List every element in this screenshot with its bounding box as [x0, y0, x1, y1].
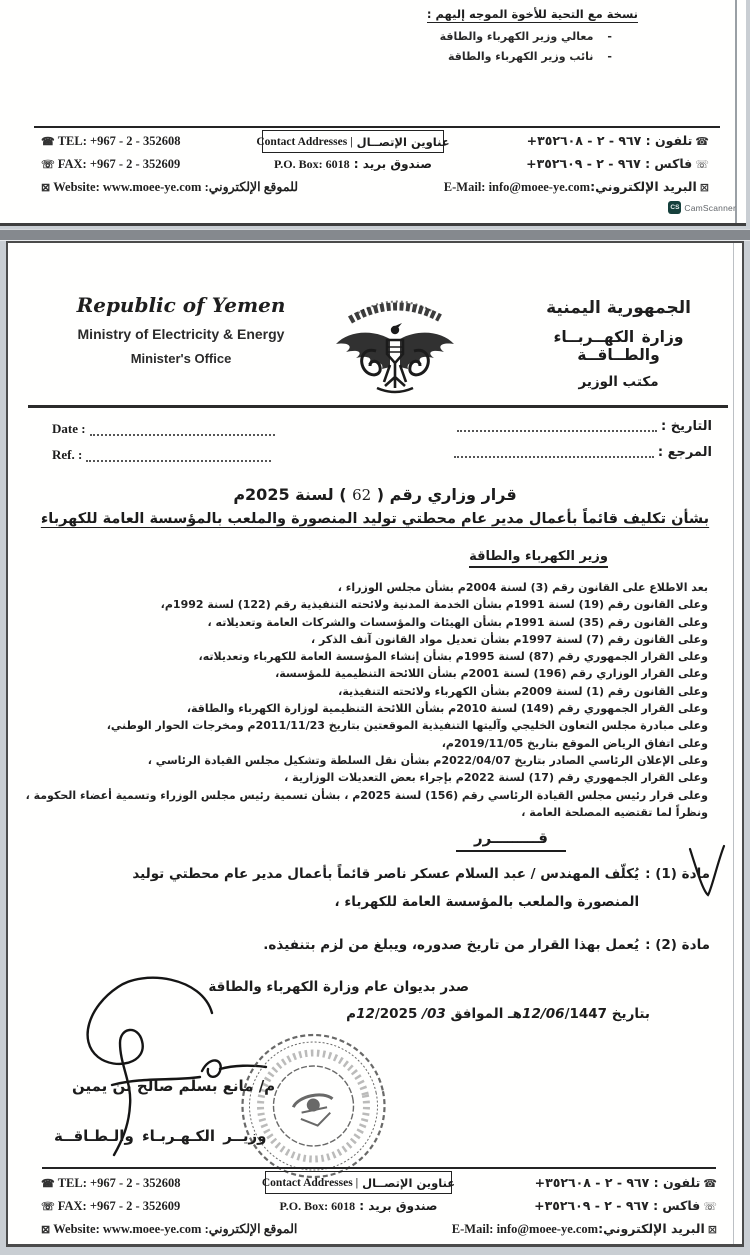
footer-contacts-ar	[452, 1172, 720, 1241]
scan-edge-line	[733, 243, 734, 1244]
republic-title-ar: الجمهورية اليمنية	[546, 298, 691, 318]
scanned-page-previous	[0, 0, 746, 226]
website-icon: ⊠	[41, 1224, 51, 1236]
distribution-note	[366, 3, 638, 63]
fax-line-ar: ☏فاكس : +٩٦٧ - ٢ - ٣٥٢٦٠٩	[452, 1195, 720, 1218]
preamble-item: وعلى القانون رقم (19) لسنة 1991م بشأن الخدمة المدنية ولائحته التنفيذية رقم (122) لسنة 1992م،	[160, 598, 708, 612]
signatory-title: وزيــر الكـهـربـاء والـطـاقــة	[54, 1127, 267, 1145]
date-field-ar: التاريخ :	[450, 414, 712, 440]
distribution-item: -معالي وزير الكهرباء والطاقة	[439, 30, 612, 43]
decree-number: 62	[352, 486, 372, 504]
preamble-item: وعلى القانون رقم (7) لسنة 1997م بشأن تعديل مواد القانون آنف الذكر ،	[311, 632, 708, 646]
tel-line-en: ☎ TEL: +967 - 2 - 352608	[38, 130, 298, 153]
email-line: ⊠البريد الإلكتروني:E-Mail: info@moee-ye.com	[444, 176, 712, 199]
date-ref-block-ar	[450, 414, 712, 466]
website-label-ar: الموقع الإلكتروني:	[204, 1222, 298, 1236]
tel-line-en: ☎ TEL: +967 - 2 - 352608	[38, 1172, 297, 1195]
decree-word: قـــــــــرر	[456, 829, 566, 852]
preamble-item: وعلى القرار الجمهوري رقم (87) لسنة 1995م بشأن إنشاء المؤسسة العامة للكهرباء وتعديلاته،	[198, 650, 708, 664]
issuer-title: وزير الكهرباء والطاقة	[469, 549, 608, 568]
preamble-item: وعلى القرار الجمهوري رقم (17) لسنة 2022م بإجراء بعض التعديلات الوزارية ،	[284, 771, 708, 785]
website-label-ar: للموقع الإلكتروني:	[204, 180, 299, 194]
tel-line-ar: ☎تلفون : +٩٦٧ - ٢ - ٣٥٢٦٠٨	[452, 1172, 720, 1195]
ministry-name-ar: وزارة الكهــربــاء والطــاقــة	[553, 328, 684, 364]
fax-line-en: ☏ FAX: +967 - 2 - 352609	[38, 153, 298, 176]
email-icon: ⊠	[707, 1223, 717, 1236]
preamble-item: وعلى قرار رئيس مجلس القيادة الرئاسي رقم (156) لسنة 2025م ، بشأن تسمية رئيس مجلس الوزراء وتسمية أعضاء الحكومة ،	[25, 788, 708, 802]
handwritten-greg-daymonth: 03/ 12	[356, 1006, 446, 1022]
contact-addresses-box: Contact Addresses | عناوين الإتصــال	[265, 1171, 452, 1194]
issuance-date: بتاريخ 12/06/1447هـ الموافق 03/ 12/2025م	[346, 1006, 650, 1022]
preamble-item: وعلى القرار الوزاري رقم (196) لسنة 2001م بشأن اللائحة التنظيمية للمؤسسة،	[275, 667, 708, 681]
ministry-header-ar	[511, 298, 726, 390]
ref-dotted-line	[454, 447, 654, 458]
article-1-text: يُكلّف المهندس / عبد السلام عسكر ناصر قائماً بأعمال مدير عام محطتي توليد المنصورة والملعب بالمؤسسة العامة للكهرباء ،	[132, 866, 640, 910]
fax-icon: ☏	[41, 159, 55, 171]
tel-line-ar: ☎تلفون : +٩٦٧ - ٢ - ٣٥٢٦٠٨	[444, 130, 712, 153]
preamble-item: ونظراً لما تقتضيه المصلحة العامة ،	[521, 805, 708, 819]
preamble-list	[25, 579, 708, 821]
preamble-item: وعلى القانون رقم (1) لسنة 2009م بشأن الكهرباء ولائحته التنفيذية،	[338, 684, 708, 698]
footer-divider	[34, 126, 720, 128]
footer-contacts-en	[38, 1172, 297, 1241]
phone-icon: ☎	[695, 135, 709, 148]
issuance-place: صدر بديوان عام وزارة الكهرباء والطاقة	[208, 979, 469, 995]
ref-field-ar: المرجع :	[450, 440, 712, 466]
camscanner-label: CamScanner	[684, 202, 736, 213]
article-1	[74, 860, 710, 916]
preamble-item: بعد الاطلاع على القانون رقم (3) لسنة 2004م بشأن مجلس الوزراء ،	[337, 581, 708, 594]
website-icon: ⊠	[41, 182, 51, 194]
official-stamp	[236, 1031, 391, 1181]
date-dotted-line	[457, 421, 657, 432]
email-line: ⊠البريد الإلكتروني:E-Mail: info@moee-ye.com	[452, 1218, 720, 1241]
article-2	[74, 931, 710, 959]
dash-bullet: -	[607, 50, 612, 63]
dash-bullet: -	[607, 30, 612, 43]
preamble-item: وعلى القانون رقم (35) لسنة 1991م بشأن الهيئات والمؤسسات والشركات العامة وتعديلاته ،	[207, 615, 708, 629]
email-icon: ⊠	[699, 181, 709, 194]
decree-subject: بشأن تكليف قائماً بأعمال مدير عام محطتي توليد المنصورة والملعب بالمؤسسة العامة للكهرباء	[40, 511, 710, 527]
scan-edge-line	[735, 0, 737, 223]
fax-line-en: ☏ FAX: +967 - 2 - 352609	[38, 1195, 297, 1218]
page-separator	[0, 229, 750, 241]
ministry-header-en	[56, 293, 306, 366]
fax-line-ar: ☏فاكس : +٩٦٧ - ٢ - ٣٥٢٦٠٩	[444, 153, 712, 176]
pobox-line: صندوق بريد : P.O. Box: 6018	[279, 1199, 438, 1213]
pobox-line: صندوق بريد : P.O. Box: 6018	[274, 157, 432, 171]
camscanner-icon: CS	[668, 201, 681, 214]
footer-divider	[42, 1167, 716, 1169]
ref-field-en: Ref. :	[52, 442, 279, 468]
signatory-name: م/ مانع بسلم صالح بن يمين	[72, 1077, 276, 1095]
website-line: ⊠ Website: www.moee-ye.com الموقع الإلكتروني:	[38, 1218, 297, 1241]
preamble-item: وعلى القرار الجمهوري رقم (149) لسنة 2010م بشأن اللائحة التنظيمية لوزارة الكهرباء والطاقة،	[186, 702, 708, 716]
decree-title: قرار وزاري رقم ( 62 ) لسنة 2025م	[233, 485, 517, 504]
yemen-national-emblem	[320, 289, 470, 401]
date-field-en: Date :	[52, 416, 279, 442]
footer-contacts-ar	[444, 130, 712, 199]
fax-icon: ☏	[703, 1200, 717, 1213]
republic-title-en: Republic of Yemen	[76, 293, 286, 317]
phone-icon: ☎	[41, 136, 55, 148]
office-name-ar: مكتب الوزير	[578, 374, 659, 390]
distribution-item: -نائب وزير الكهرباء والطاقة	[448, 50, 612, 63]
ref-dotted-line	[86, 451, 271, 462]
scanned-page-decree	[6, 241, 744, 1247]
date-dotted-line	[90, 425, 275, 436]
preamble-item: وعلى مبادرة مجلس التعاون الخليجي وآليتها التنفيذية الموقعتين بتاريخ 2011/11/23م ومخرجات الحوار الوطني،	[106, 719, 708, 733]
eagle-figure	[336, 323, 454, 392]
header-rule	[28, 405, 728, 408]
article-1-label: مادة (1) :	[645, 866, 710, 882]
website-line: ⊠ Website: www.moee-ye.com للموقع الإلكتروني:	[38, 176, 298, 199]
preamble-item: وعلى اتفاق الرياض الموقع بتاريخ 2019/11/05م،	[441, 736, 708, 750]
date-ref-block-en	[52, 416, 279, 468]
distribution-heading: نسخة مع التحية للأخوة الموجه إليهم :	[426, 7, 638, 21]
phone-icon: ☎	[703, 1177, 717, 1190]
camscanner-watermark	[668, 201, 736, 214]
article-2-label: مادة (2) :	[645, 937, 710, 953]
contact-addresses-box: Contact Addresses | عناوين الإتصــال	[262, 130, 444, 153]
ministry-name-en: Ministry of Electricity & Energy	[77, 326, 285, 342]
office-name-en: Minister's Office	[130, 351, 232, 366]
handwritten-hijri-daymonth: 12/06	[522, 1006, 565, 1022]
fax-icon: ☏	[695, 158, 709, 171]
phone-icon: ☎	[41, 1178, 55, 1190]
fax-icon: ☏	[41, 1201, 55, 1213]
preamble-item: وعلى الإعلان الرئاسي الصادر بتاريخ 2022/04/07م بشأن نقل السلطة وتشكيل مجلس القيادة الرئاسي ،	[147, 753, 708, 767]
article-2-text: يُعمل بهذا القرار من تاريخ صدوره، ويبلغ من لزم بتنفيذه.	[263, 937, 640, 953]
